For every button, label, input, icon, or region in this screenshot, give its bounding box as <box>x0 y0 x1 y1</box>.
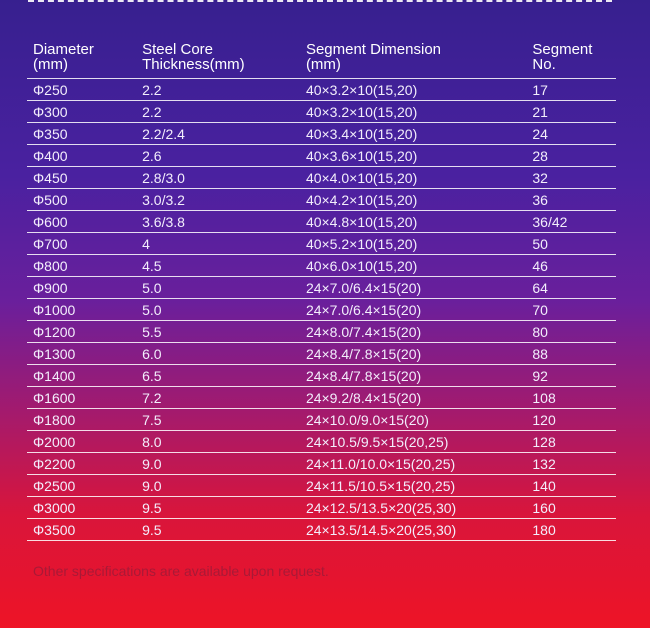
cell-segment-no: 28 <box>526 145 616 167</box>
cell-segment-dimension: 40×4.0×10(15,20) <box>300 167 526 189</box>
table-row <box>27 343 616 365</box>
table-row <box>27 233 616 255</box>
cell-diameter: Φ1000 <box>27 299 136 321</box>
header-segment-no-line1: Segment <box>532 41 593 58</box>
table-row <box>27 79 616 101</box>
cell-thickness: 7.2 <box>136 387 300 409</box>
cell-segment-dimension: 40×3.4×10(15,20) <box>300 123 526 145</box>
cell-segment-no: 50 <box>526 233 616 255</box>
table-body <box>27 79 616 541</box>
table-row <box>27 101 616 123</box>
cell-diameter: Φ3000 <box>27 497 136 519</box>
cell-thickness: 6.5 <box>136 365 300 387</box>
header-thickness <box>136 40 300 79</box>
cell-segment-no: 120 <box>526 409 616 431</box>
table-row <box>27 189 616 211</box>
cell-segment-no: 180 <box>526 519 616 541</box>
cell-segment-dimension: 24×8.4/7.8×15(20) <box>300 365 526 387</box>
table-row <box>27 211 616 233</box>
cell-segment-dimension: 24×9.2/8.4×15(20) <box>300 387 526 409</box>
cell-diameter: Φ700 <box>27 233 136 255</box>
cell-diameter: Φ450 <box>27 167 136 189</box>
cell-segment-dimension: 40×6.0×10(15,20) <box>300 255 526 277</box>
cell-diameter: Φ400 <box>27 145 136 167</box>
table-row <box>27 277 616 299</box>
header-diameter-line1: Diameter <box>33 41 94 58</box>
cell-thickness: 3.6/3.8 <box>136 211 300 233</box>
header-diameter <box>27 40 136 79</box>
cell-diameter: Φ1400 <box>27 365 136 387</box>
cell-segment-dimension: 24×13.5/14.5×20(25,30) <box>300 519 526 541</box>
table-row <box>27 365 616 387</box>
header-thickness-line2: Thickness(mm) <box>142 56 245 73</box>
cell-thickness: 4.5 <box>136 255 300 277</box>
table-row <box>27 409 616 431</box>
cell-thickness: 2.2 <box>136 79 300 101</box>
table-row <box>27 519 616 541</box>
cell-segment-dimension: 40×3.2×10(15,20) <box>300 101 526 123</box>
cell-thickness: 5.0 <box>136 299 300 321</box>
cell-segment-dimension: 24×12.5/13.5×20(25,30) <box>300 497 526 519</box>
cell-thickness: 4 <box>136 233 300 255</box>
cell-thickness: 5.0 <box>136 277 300 299</box>
cell-segment-no: 140 <box>526 475 616 497</box>
cell-thickness: 2.6 <box>136 145 300 167</box>
cell-segment-no: 88 <box>526 343 616 365</box>
cell-diameter: Φ300 <box>27 101 136 123</box>
cell-segment-dimension: 24×7.0/6.4×15(20) <box>300 277 526 299</box>
cell-segment-no: 92 <box>526 365 616 387</box>
cell-segment-no: 70 <box>526 299 616 321</box>
header-row <box>27 40 616 79</box>
cell-segment-no: 80 <box>526 321 616 343</box>
table-header <box>27 40 616 79</box>
cell-diameter: Φ1200 <box>27 321 136 343</box>
table-row <box>27 123 616 145</box>
header-segment-no <box>526 40 616 79</box>
cell-segment-dimension: 40×3.2×10(15,20) <box>300 79 526 101</box>
cell-segment-dimension: 40×4.8×10(15,20) <box>300 211 526 233</box>
cell-thickness: 9.5 <box>136 519 300 541</box>
header-segment-dimension-line2: (mm) <box>305 56 341 73</box>
table-row <box>27 299 616 321</box>
table-row <box>27 255 616 277</box>
cell-segment-dimension: 24×8.4/7.8×15(20) <box>300 343 526 365</box>
spec-table <box>27 40 616 541</box>
cell-thickness: 2.2 <box>136 101 300 123</box>
header-segment-dimension-line1: Segment Dimension <box>305 41 442 58</box>
cell-segment-dimension: 24×11.0/10.0×15(20,25) <box>300 453 526 475</box>
cell-segment-dimension: 24×10.0/9.0×15(20) <box>300 409 526 431</box>
table-row <box>27 431 616 453</box>
header-segment-no-line2: No. <box>532 56 556 73</box>
cell-diameter: Φ600 <box>27 211 136 233</box>
cell-thickness: 2.2/2.4 <box>136 123 300 145</box>
cell-thickness: 8.0 <box>136 431 300 453</box>
cell-diameter: Φ250 <box>27 79 136 101</box>
cell-diameter: Φ2500 <box>27 475 136 497</box>
cell-segment-no: 46 <box>526 255 616 277</box>
cell-segment-dimension: 24×11.5/10.5×15(20,25) <box>300 475 526 497</box>
cell-diameter: Φ350 <box>27 123 136 145</box>
cell-diameter: Φ900 <box>27 277 136 299</box>
table-row <box>27 387 616 409</box>
cell-diameter: Φ3500 <box>27 519 136 541</box>
cell-diameter: Φ2000 <box>27 431 136 453</box>
cell-segment-no: 36 <box>526 189 616 211</box>
cell-thickness: 3.0/3.2 <box>136 189 300 211</box>
cell-segment-no: 128 <box>526 431 616 453</box>
cell-segment-no: 64 <box>526 277 616 299</box>
cell-diameter: Φ800 <box>27 255 136 277</box>
cell-thickness: 5.5 <box>136 321 300 343</box>
cell-diameter: Φ1600 <box>27 387 136 409</box>
table-row <box>27 497 616 519</box>
cell-segment-no: 36/42 <box>526 211 616 233</box>
table-row <box>27 475 616 497</box>
cell-diameter: Φ1800 <box>27 409 136 431</box>
cell-segment-dimension: 40×4.2×10(15,20) <box>300 189 526 211</box>
cell-thickness: 2.8/3.0 <box>136 167 300 189</box>
header-thickness-line1: Steel Core <box>142 41 213 58</box>
cell-diameter: Φ2200 <box>27 453 136 475</box>
table-row <box>27 321 616 343</box>
header-segment-dimension <box>300 40 526 79</box>
table-row <box>27 167 616 189</box>
cell-segment-dimension: 40×3.6×10(15,20) <box>300 145 526 167</box>
cell-thickness: 9.5 <box>136 497 300 519</box>
table-row <box>27 453 616 475</box>
top-dashed-border <box>28 0 612 5</box>
cell-segment-dimension: 40×5.2×10(15,20) <box>300 233 526 255</box>
cell-segment-no: 108 <box>526 387 616 409</box>
cell-thickness: 9.0 <box>136 453 300 475</box>
cell-segment-no: 160 <box>526 497 616 519</box>
availability-note: Other specifications are available upon request. <box>33 563 329 579</box>
header-diameter-line2: (mm) <box>33 56 68 73</box>
cell-diameter: Φ1300 <box>27 343 136 365</box>
cell-segment-dimension: 24×8.0/7.4×15(20) <box>300 321 526 343</box>
cell-diameter: Φ500 <box>27 189 136 211</box>
cell-segment-no: 24 <box>526 123 616 145</box>
cell-segment-no: 32 <box>526 167 616 189</box>
table-row <box>27 145 616 167</box>
cell-thickness: 9.0 <box>136 475 300 497</box>
cell-thickness: 6.0 <box>136 343 300 365</box>
cell-segment-dimension: 24×10.5/9.5×15(20,25) <box>300 431 526 453</box>
cell-segment-no: 132 <box>526 453 616 475</box>
cell-segment-dimension: 24×7.0/6.4×15(20) <box>300 299 526 321</box>
cell-thickness: 7.5 <box>136 409 300 431</box>
cell-segment-no: 17 <box>526 79 616 101</box>
cell-segment-no: 21 <box>526 101 616 123</box>
